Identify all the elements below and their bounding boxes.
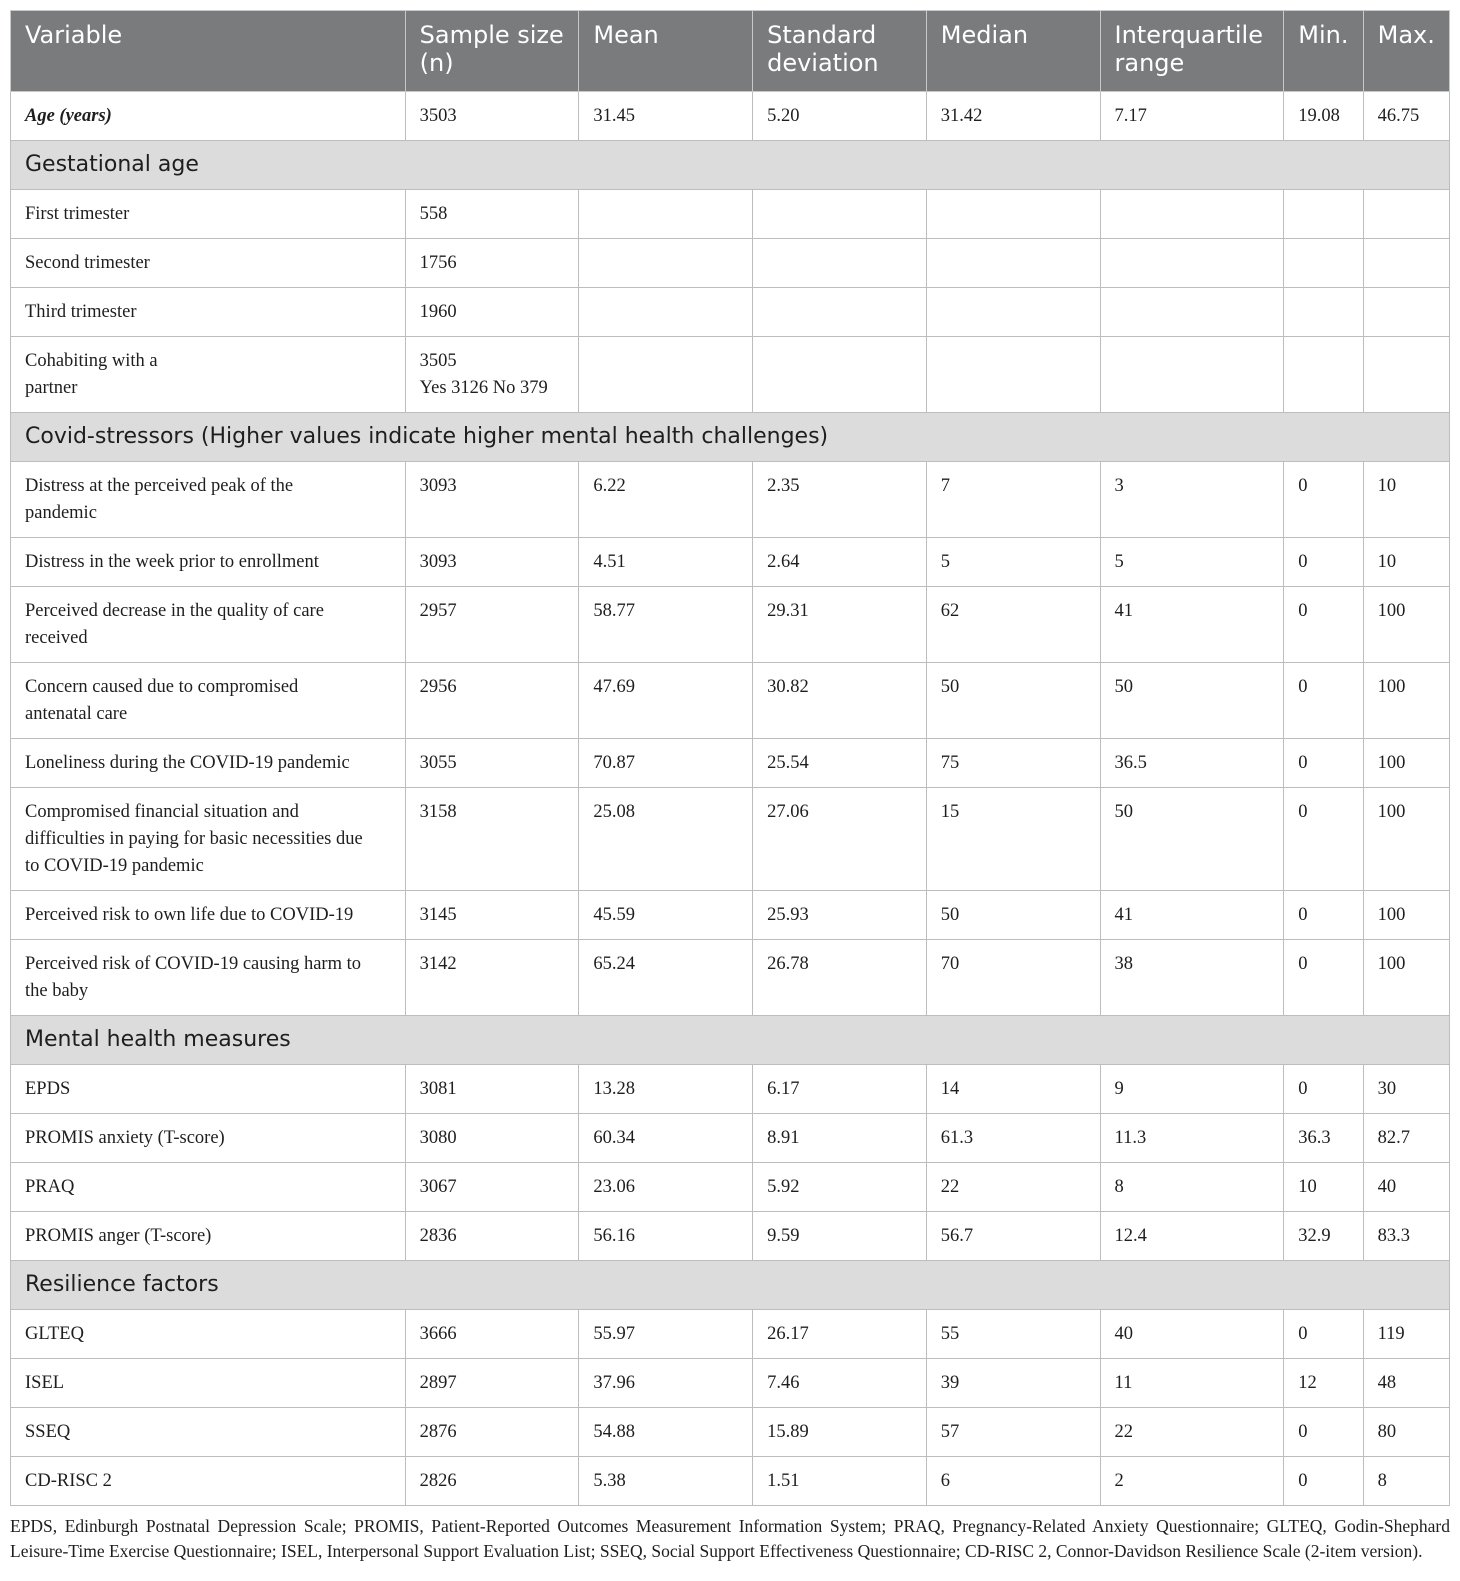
variable-label: Distress in the week prior to enrollment [25, 552, 319, 572]
cell-median: 5 [926, 538, 1100, 587]
cell-min: 0 [1284, 1457, 1363, 1506]
cell-mean: 4.51 [579, 538, 753, 587]
cell-min: 32.9 [1284, 1212, 1363, 1261]
cell-n: 3081 [405, 1065, 579, 1114]
table-row [11, 739, 1450, 788]
cell-mean: 37.96 [579, 1359, 753, 1408]
section-row-gestational-age [11, 141, 1450, 190]
cell-min: 0 [1284, 1065, 1363, 1114]
cell-iqr: 2 [1100, 1457, 1284, 1506]
cell-median: 70 [926, 940, 1100, 1016]
cell-min: 19.08 [1284, 92, 1363, 141]
cell-iqr: 7.17 [1100, 92, 1284, 141]
cell-n: 3666 [405, 1310, 579, 1359]
table-row [11, 940, 1450, 1016]
cell-variable: PROMIS anxiety (T-score) [11, 1114, 406, 1163]
cell-min: 0 [1284, 1310, 1363, 1359]
cell-max: 40 [1363, 1163, 1449, 1212]
cell-median: 57 [926, 1408, 1100, 1457]
header-max: Max. [1363, 11, 1449, 92]
variable-label: Concern caused due to compromised antenatal care [25, 677, 299, 724]
cell-sd: 2.35 [753, 462, 927, 538]
cell-variable: SSEQ [11, 1408, 406, 1457]
cell-min: 0 [1284, 538, 1363, 587]
header-interquartile-range: Interquartile range [1100, 11, 1284, 92]
table-container [10, 10, 1450, 1564]
cell-min: 0 [1284, 663, 1363, 739]
table-row [11, 891, 1450, 940]
cell-iqr: 22 [1100, 1408, 1284, 1457]
mental-rows [11, 1065, 1450, 1261]
table-row [11, 190, 1450, 239]
cell-variable [11, 462, 406, 538]
cell-n: 3145 [405, 891, 579, 940]
table-row [11, 1408, 1450, 1457]
cohab-label: Cohabiting with a partner [25, 351, 158, 398]
cell-n: 3142 [405, 940, 579, 1016]
cell-mean: 31.45 [579, 92, 753, 141]
cell-min: 0 [1284, 788, 1363, 891]
cell-sd: 8.91 [753, 1114, 927, 1163]
cell-iqr: 9 [1100, 1065, 1284, 1114]
cell-max: 100 [1363, 739, 1449, 788]
header-variable: Variable [11, 11, 406, 92]
cell-n: 3080 [405, 1114, 579, 1163]
header-standard-deviation: Standard deviation [753, 11, 927, 92]
cell-median: 50 [926, 891, 1100, 940]
cell-variable: PRAQ [11, 1163, 406, 1212]
cell-sd: 25.93 [753, 891, 927, 940]
cell-iqr: 3 [1100, 462, 1284, 538]
cell-max: 10 [1363, 462, 1449, 538]
table-row [11, 587, 1450, 663]
cohab-n: 3505 [419, 351, 457, 371]
table-row [11, 788, 1450, 891]
section-title: Mental health measures [11, 1016, 1450, 1065]
cell-min: 10 [1284, 1163, 1363, 1212]
cell-max: 100 [1363, 940, 1449, 1016]
cell-iqr: 50 [1100, 788, 1284, 891]
cell-min: 0 [1284, 891, 1363, 940]
cell-max: 82.7 [1363, 1114, 1449, 1163]
cell-n [405, 337, 579, 413]
cell-variable: GLTEQ [11, 1310, 406, 1359]
cell-iqr: 11.3 [1100, 1114, 1284, 1163]
cell-max: 30 [1363, 1065, 1449, 1114]
cell-max: 100 [1363, 891, 1449, 940]
table-row [11, 1114, 1450, 1163]
cell-n: 2897 [405, 1359, 579, 1408]
table-row [11, 1457, 1450, 1506]
cell-mean: 5.38 [579, 1457, 753, 1506]
variable-label: Loneliness during the COVID-19 pandemic [25, 753, 350, 773]
cell-iqr: 41 [1100, 587, 1284, 663]
cell-variable: CD-RISC 2 [11, 1457, 406, 1506]
cell-min: 0 [1284, 587, 1363, 663]
cell-median: 56.7 [926, 1212, 1100, 1261]
variable-label: Perceived decrease in the quality of care received [25, 601, 324, 648]
cell-min: 0 [1284, 940, 1363, 1016]
cell-n: 2876 [405, 1408, 579, 1457]
header-median: Median [926, 11, 1100, 92]
cell-n: 1960 [405, 288, 579, 337]
cell-iqr: 36.5 [1100, 739, 1284, 788]
variable-label: Perceived risk of COVID-19 causing harm to the baby [25, 954, 361, 1001]
cell-n: 3503 [405, 92, 579, 141]
section-title: Gestational age [11, 141, 1450, 190]
cell-mean: 25.08 [579, 788, 753, 891]
header-row [11, 11, 1450, 92]
cell-sd: 2.64 [753, 538, 927, 587]
cell-sd: 25.54 [753, 739, 927, 788]
header-sample-size: Sample size (n) [405, 11, 579, 92]
cell-median: 39 [926, 1359, 1100, 1408]
cell-iqr: 40 [1100, 1310, 1284, 1359]
cell-n: 3093 [405, 538, 579, 587]
cell-sd: 26.17 [753, 1310, 927, 1359]
cell-min: 0 [1284, 462, 1363, 538]
cell-iqr: 8 [1100, 1163, 1284, 1212]
cell-sd: 29.31 [753, 587, 927, 663]
cell-n: 2957 [405, 587, 579, 663]
section-title: Covid-stressors (Higher values indicate higher mental health challenges) [11, 413, 1450, 462]
header-min: Min. [1284, 11, 1363, 92]
cell-sd: 5.92 [753, 1163, 927, 1212]
cell-variable [11, 739, 406, 788]
table-row [11, 663, 1450, 739]
table-row [11, 1065, 1450, 1114]
cell-mean: 70.87 [579, 739, 753, 788]
cell-min: 0 [1284, 1408, 1363, 1457]
cell-max: 10 [1363, 538, 1449, 587]
cell-min: 12 [1284, 1359, 1363, 1408]
cell-sd: 1.51 [753, 1457, 927, 1506]
section-row-covid-stressors [11, 413, 1450, 462]
cell-n: 1756 [405, 239, 579, 288]
table-row [11, 538, 1450, 587]
cell-mean: 56.16 [579, 1212, 753, 1261]
cell-n: 558 [405, 190, 579, 239]
cell-min: 36.3 [1284, 1114, 1363, 1163]
cohab-detail: Yes 3126 No 379 [419, 378, 548, 398]
cell-n: 3093 [405, 462, 579, 538]
cell-mean: 55.97 [579, 1310, 753, 1359]
cell-max: 100 [1363, 788, 1449, 891]
cell-mean: 23.06 [579, 1163, 753, 1212]
variable-label: Distress at the perceived peak of the pandemic [25, 476, 294, 523]
cell-variable [11, 940, 406, 1016]
cell-sd: 30.82 [753, 663, 927, 739]
cell-variable: Second trimester [11, 239, 406, 288]
cell-variable: Age (years) [11, 92, 406, 141]
cell-median: 22 [926, 1163, 1100, 1212]
cell-n: 2956 [405, 663, 579, 739]
cell-sd: 27.06 [753, 788, 927, 891]
cell-max: 83.3 [1363, 1212, 1449, 1261]
cell-iqr: 5 [1100, 538, 1284, 587]
cell-variable [11, 663, 406, 739]
cell-variable: Third trimester [11, 288, 406, 337]
resilience-rows [11, 1310, 1450, 1506]
section-row-resilience [11, 1261, 1450, 1310]
cell-sd: 26.78 [753, 940, 927, 1016]
cell-mean: 54.88 [579, 1408, 753, 1457]
variable-label: Compromised financial situation and difficulties in paying for basic necessities due to COVID-19 pandemic [25, 802, 363, 876]
covid-rows [11, 462, 1450, 1016]
cell-iqr: 50 [1100, 663, 1284, 739]
cell-variable [11, 538, 406, 587]
table-row [11, 1310, 1450, 1359]
cell-max: 100 [1363, 663, 1449, 739]
cell-mean: 45.59 [579, 891, 753, 940]
cell-mean: 65.24 [579, 940, 753, 1016]
table-row [11, 288, 1450, 337]
cell-mean: 60.34 [579, 1114, 753, 1163]
variable-label: Perceived risk to own life due to COVID-19 [25, 905, 354, 925]
cell-mean: 13.28 [579, 1065, 753, 1114]
cell-variable: ISEL [11, 1359, 406, 1408]
cell-max: 48 [1363, 1359, 1449, 1408]
cell-median: 31.42 [926, 92, 1100, 141]
cell-max: 8 [1363, 1457, 1449, 1506]
cell-iqr: 11 [1100, 1359, 1284, 1408]
cell-max: 46.75 [1363, 92, 1449, 141]
cell-mean: 6.22 [579, 462, 753, 538]
cell-n: 3158 [405, 788, 579, 891]
table-row [11, 1359, 1450, 1408]
cell-max: 100 [1363, 587, 1449, 663]
cell-max: 119 [1363, 1310, 1449, 1359]
cell-variable: EPDS [11, 1065, 406, 1114]
cell-median: 50 [926, 663, 1100, 739]
cell-variable: PROMIS anger (T-score) [11, 1212, 406, 1261]
descriptive-statistics-table [10, 10, 1450, 1506]
table-row [11, 1163, 1450, 1212]
cell-variable [11, 337, 406, 413]
table-row-cohabiting [11, 337, 1450, 413]
cell-sd: 7.46 [753, 1359, 927, 1408]
cell-median: 62 [926, 587, 1100, 663]
table-row [11, 462, 1450, 538]
cell-n: 3067 [405, 1163, 579, 1212]
cell-median: 6 [926, 1457, 1100, 1506]
cell-mean: 58.77 [579, 587, 753, 663]
cell-n: 2836 [405, 1212, 579, 1261]
header-mean: Mean [579, 11, 753, 92]
cell-sd: 15.89 [753, 1408, 927, 1457]
cell-median: 14 [926, 1065, 1100, 1114]
cell-median: 61.3 [926, 1114, 1100, 1163]
cell-variable [11, 788, 406, 891]
cell-sd: 9.59 [753, 1212, 927, 1261]
table-row [11, 239, 1450, 288]
cell-variable: First trimester [11, 190, 406, 239]
section-title: Resilience factors [11, 1261, 1450, 1310]
cell-min: 0 [1284, 739, 1363, 788]
cell-variable [11, 587, 406, 663]
cell-variable [11, 891, 406, 940]
cell-iqr: 38 [1100, 940, 1284, 1016]
table-row [11, 1212, 1450, 1261]
cell-max: 80 [1363, 1408, 1449, 1457]
table-footnote: EPDS, Edinburgh Postnatal Depression Scale; PROMIS, Patient-Reported Outcomes Measurement Information System; PRAQ, Pregnancy-Related Anxiety Questionnaire; GLTEQ, Godin-Shephard Leisure-Time Exercise Questionnaire; ISEL, Interpersonal Support Evaluation List; SSEQ, Social Support Effectiveness Questionnaire; CD-RISC 2, Connor-Davidson Resilience Scale (2-item version). [10, 1516, 1450, 1561]
cell-median: 55 [926, 1310, 1100, 1359]
cell-mean: 47.69 [579, 663, 753, 739]
cell-n: 3055 [405, 739, 579, 788]
cell-iqr: 41 [1100, 891, 1284, 940]
table-row-age [11, 92, 1450, 141]
cell-median: 7 [926, 462, 1100, 538]
cell-iqr: 12.4 [1100, 1212, 1284, 1261]
cell-sd: 5.20 [753, 92, 927, 141]
cell-n: 2826 [405, 1457, 579, 1506]
cell-median: 15 [926, 788, 1100, 891]
cell-median: 75 [926, 739, 1100, 788]
cell-sd: 6.17 [753, 1065, 927, 1114]
section-row-mental-health [11, 1016, 1450, 1065]
